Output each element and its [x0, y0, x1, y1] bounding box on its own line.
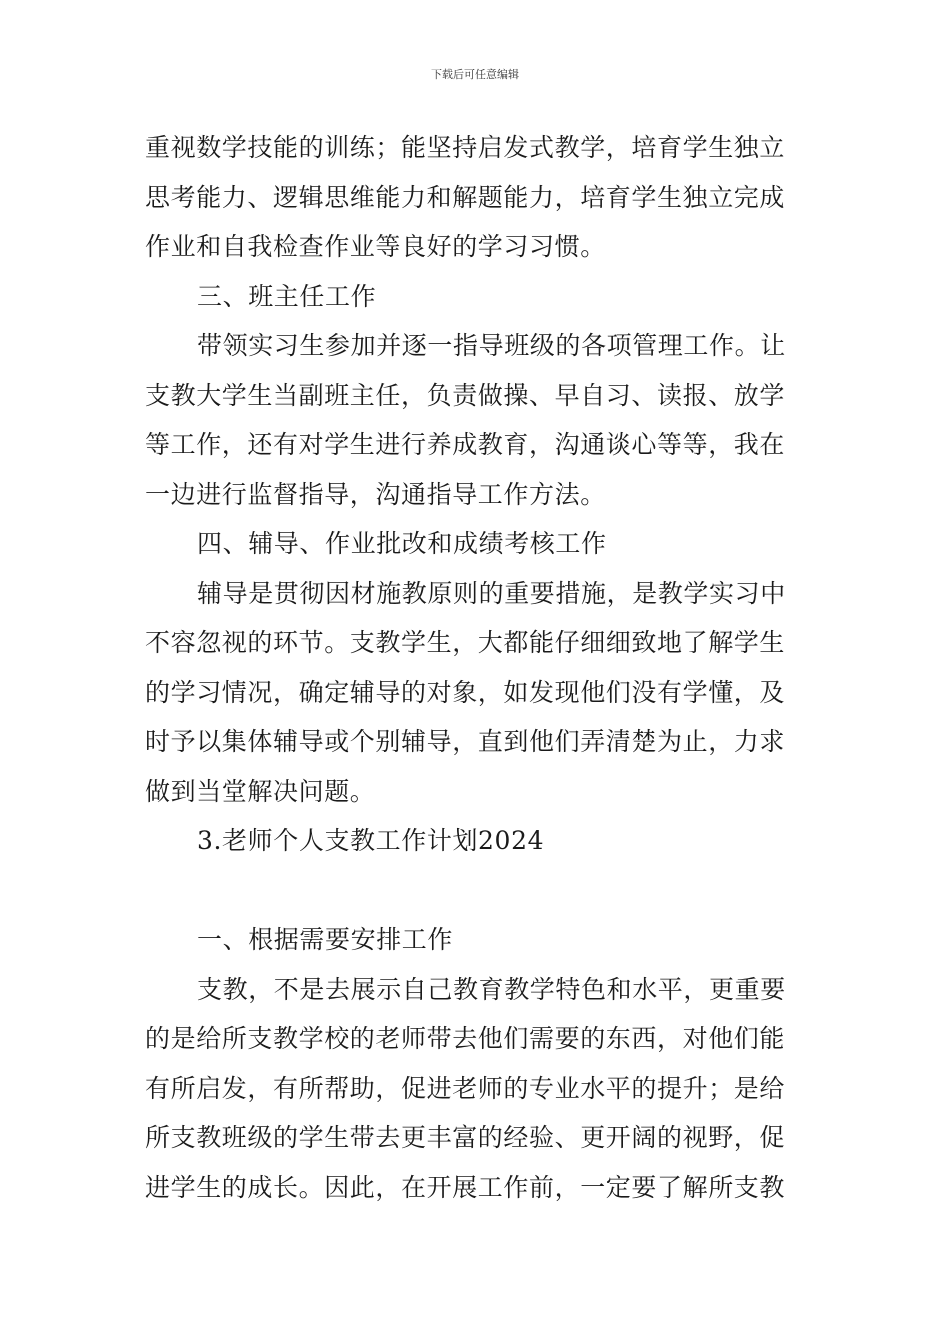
paragraph-line: 有所启发，有所帮助，促进老师的专业水平的提升；是给	[145, 1073, 786, 1103]
paragraph-line: 辅导是贯彻因材施教原则的重要措施，是教学实习中	[197, 578, 786, 608]
paragraph-line: 不容忽视的环节。支教学生，大都能仔细细致地了解学生	[145, 628, 786, 657]
paragraph-line: 思考能力、逻辑思维能力和解题能力，培育学生独立完成	[145, 182, 786, 212]
paragraph-line: 等工作，还有对学生进行养成教育，沟通谈心等等，我在	[145, 430, 786, 459]
section-heading: 一、根据需要安排工作	[197, 925, 454, 954]
paragraph-line: 作业和自我检查作业等良好的学习习惯。	[145, 232, 606, 261]
paragraph-line: 的学习情况，确定辅导的对象，如发现他们没有学懂，及	[145, 677, 786, 707]
paragraph-line: 做到当堂解决问题。	[145, 776, 376, 806]
paragraph-line: 所支教班级的学生带去更丰富的经验、更开阔的视野，促	[145, 1123, 786, 1152]
document-body	[145, 123, 807, 1212]
blank-line	[145, 866, 807, 916]
paragraph-line: 进学生的成长。因此，在开展工作前，一定要了解所支教	[145, 1172, 786, 1202]
paragraph-line: 支教大学生当副班主任，负责做操、早自习、读报、放学	[145, 380, 786, 410]
paragraph-line: 重视数学技能的训练；能坚持启发式教学，培育学生独立	[145, 133, 786, 162]
paragraph-line: 带领实习生参加并逐一指导班级的各项管理工作。让	[197, 331, 786, 360]
paragraph-line: 时予以集体辅导或个别辅导，直到他们弄清楚为止，力求	[145, 727, 786, 756]
paragraph-line: 支教，不是去展示自己教育教学特色和水平，更重要	[197, 974, 786, 1004]
document-section-title: 3.老师个人支教工作计划2024	[197, 826, 545, 855]
page-header: 下载后可任意编辑	[431, 68, 519, 81]
paragraph-line: 的是给所支教学校的老师带去他们需要的东西，对他们能	[145, 1024, 786, 1053]
section-heading: 三、班主任工作	[197, 281, 377, 311]
paragraph-line: 一边进行监督指导，沟通指导工作方法。	[145, 479, 606, 509]
section-heading: 四、辅导、作业批改和成绩考核工作	[197, 529, 607, 558]
